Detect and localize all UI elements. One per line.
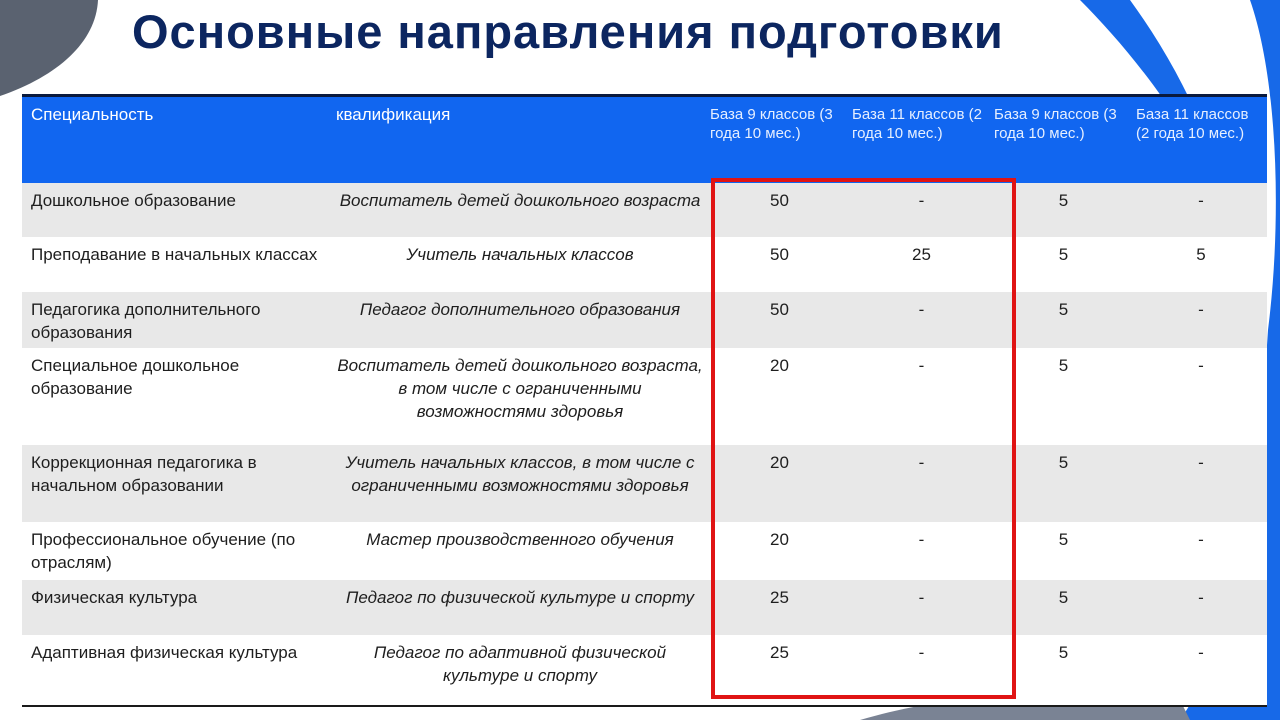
- cell-specialty: Физическая культура: [31, 587, 198, 607]
- cell-base11-budget: -: [918, 190, 925, 210]
- table-body: [22, 183, 1267, 706]
- cell-base11-budget: -: [918, 529, 925, 549]
- table-row: [22, 183, 1267, 237]
- table-row: [22, 445, 1267, 522]
- cell-qualification: Мастер производственного обучения: [366, 529, 674, 549]
- page-title: Основные направления подготовки: [132, 5, 1004, 58]
- programs-table-container: [22, 94, 1267, 707]
- cell-specialty: Коррекционная педагогика в начальном образовании: [31, 452, 257, 495]
- header-base9-budget: База 9 классов (3 года 10 мес.): [710, 106, 833, 142]
- table-row: [22, 522, 1267, 580]
- cell-base11-paid: -: [1198, 529, 1204, 549]
- cell-base11-paid: -: [1198, 587, 1204, 607]
- cell-base11-budget: 25: [912, 244, 931, 264]
- cell-qualification: Воспитатель детей дошкольного возраста: [339, 190, 701, 210]
- cell-qualification: Педагог по физической культуре и спорту: [346, 587, 694, 607]
- cell-base9-paid: 5: [1058, 529, 1069, 549]
- cell-base9-budget: 20: [770, 355, 789, 375]
- cell-specialty: Профессиональное обучение (по отраслям): [31, 529, 296, 572]
- cell-base11-budget: -: [918, 299, 925, 319]
- cell-base9-paid: 5: [1058, 299, 1069, 319]
- cell-specialty: Адаптивная физическая культура: [31, 642, 298, 662]
- cell-base9-paid: 5: [1058, 452, 1069, 472]
- table-row: [22, 635, 1267, 706]
- cell-base11-budget: -: [918, 355, 925, 375]
- cell-base11-paid: 5: [1196, 244, 1206, 264]
- cell-base11-paid: -: [1198, 642, 1204, 662]
- cell-qualification: Учитель начальных классов, в том числе с ограниченными возможностями здоровья: [345, 452, 695, 495]
- cell-qualification: Учитель начальных классов: [406, 244, 634, 264]
- table-row: [22, 292, 1267, 348]
- cell-base11-paid: -: [1198, 355, 1204, 375]
- cell-base9-budget: 50: [770, 190, 789, 210]
- cell-specialty: Педагогика дополнительного образования: [31, 299, 261, 342]
- cell-base11-budget: -: [918, 452, 925, 472]
- table-row: [22, 348, 1267, 445]
- header-base11-paid: База 11 классов (2 года 10 мес.): [1136, 106, 1249, 142]
- cell-qualification: Воспитатель детей дошкольного возраста, в том числе с ограниченными возможностями здоровья: [337, 355, 703, 421]
- cell-base9-budget: 20: [770, 529, 789, 549]
- cell-base9-budget: 25: [770, 587, 789, 607]
- cell-specialty: Специальное дошкольное образование: [31, 355, 240, 398]
- corner-dark-shape: [0, 0, 98, 96]
- table-row: [22, 237, 1267, 292]
- cell-base9-paid: 5: [1058, 642, 1069, 662]
- cell-base9-budget: 50: [770, 244, 789, 264]
- cell-qualification: Педагог по адаптивной физической культуре и спорту: [373, 642, 667, 685]
- cell-base11-budget: -: [918, 587, 925, 607]
- cell-base9-budget: 50: [770, 299, 789, 319]
- cell-base9-budget: 25: [770, 642, 789, 662]
- cell-base11-paid: -: [1198, 452, 1204, 472]
- cell-specialty: Дошкольное образование: [31, 190, 236, 210]
- header-base9-paid: База 9 классов (3 года 10 мес.): [994, 106, 1117, 142]
- cell-base9-budget: 20: [770, 452, 789, 472]
- header-row: [22, 96, 1267, 183]
- table-header: [22, 96, 1267, 183]
- header-base11-budget: База 11 классов (2 года 10 мес.): [852, 106, 982, 142]
- programs-table: [22, 94, 1267, 707]
- header-specialty: Специальность: [31, 105, 154, 124]
- header-qualification: квалификация: [336, 105, 451, 124]
- cell-specialty: Преподавание в начальных классах: [31, 244, 318, 264]
- cell-base11-budget: -: [918, 642, 925, 662]
- cell-base11-paid: -: [1198, 299, 1204, 319]
- cell-qualification: Педагог дополнительного образования: [359, 299, 681, 319]
- cell-base9-paid: 5: [1058, 587, 1069, 607]
- cell-base9-paid: 5: [1058, 190, 1069, 210]
- cell-base11-paid: -: [1198, 190, 1204, 210]
- cell-base9-paid: 5: [1058, 244, 1069, 264]
- cell-base9-paid: 5: [1058, 355, 1069, 375]
- table-row: [22, 580, 1267, 635]
